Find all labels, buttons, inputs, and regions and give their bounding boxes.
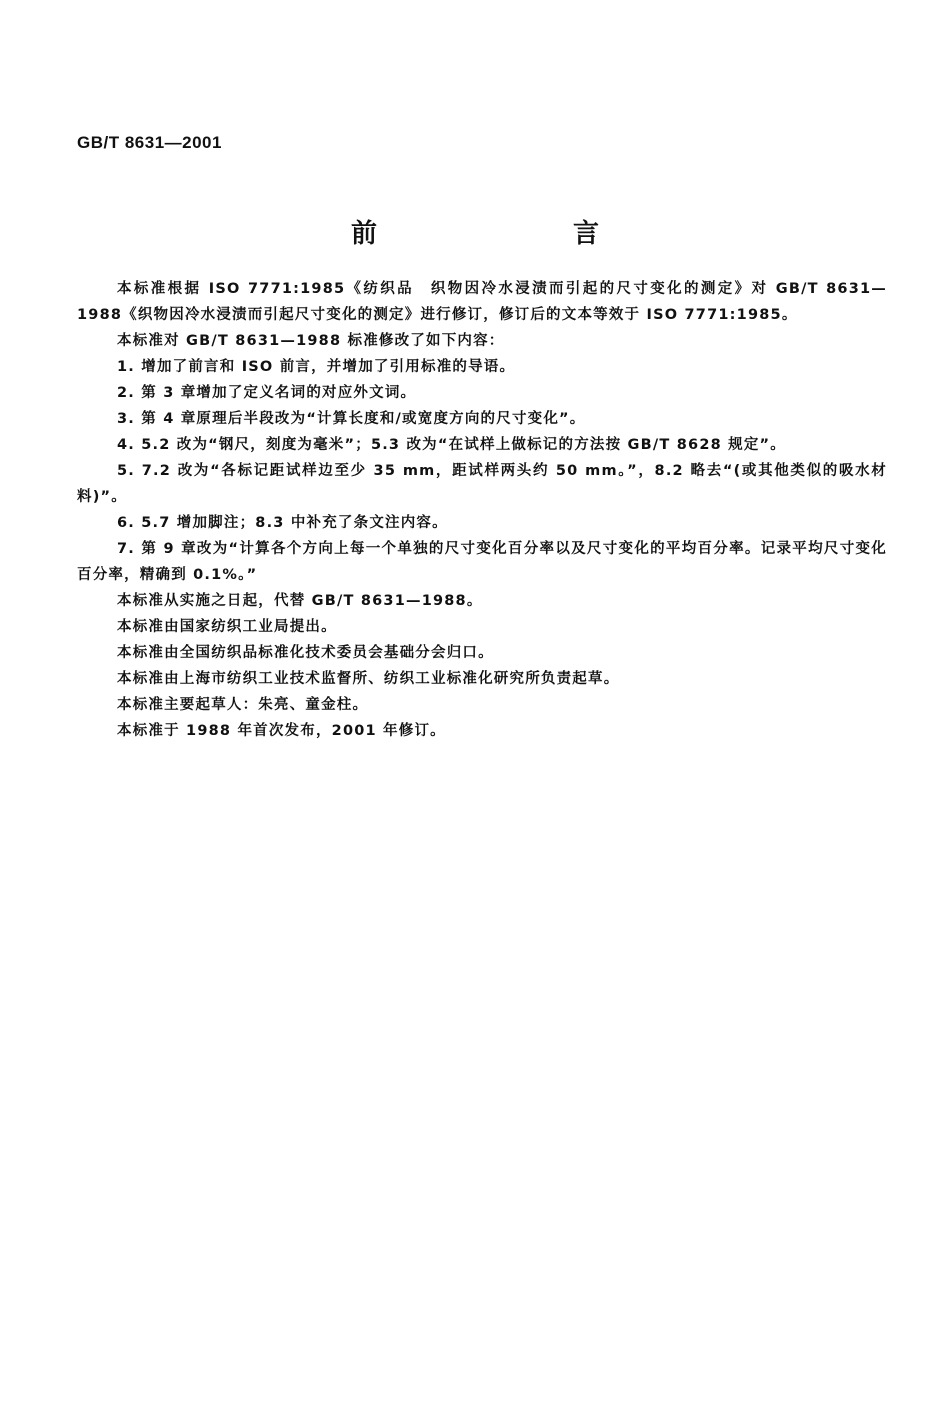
- standard-code: GB/T 8631—2001: [77, 133, 222, 152]
- paragraph-history: 本标准于 1988 年首次发布，2001 年修订。: [117, 723, 446, 739]
- page-title: 前 言: [350, 219, 684, 249]
- change-item-6: 6. 5.7 增加脚注；8.3 中补充了条文注内容。: [117, 515, 448, 531]
- foreword-body: [77, 276, 887, 744]
- change-item-7: 7. 第 9 章改为“计算各个方向上每一个单独的尺寸变化百分率以及尺寸变化的平均百分率。记录平均尺寸变化百分率，精确到 0.1%。”: [77, 541, 887, 583]
- change-item-4: 4. 5.2 改为“钢尺，刻度为毫米”；5.3 改为“在试样上做标记的方法按 GB/T 8628 规定”。: [117, 437, 786, 453]
- paragraph-replaces: 本标准从实施之日起，代替 GB/T 8631—1988。: [117, 593, 483, 609]
- change-item-5: 5. 7.2 改为“各标记距试样边至少 35 mm，距试样两头约 50 mm。”，8.2 略去“(或其他类似的吸水材料)”。: [77, 463, 887, 505]
- paragraph-changes-heading: 本标准对 GB/T 8631—1988 标准修改了如下内容：: [117, 333, 505, 349]
- change-item-1: 1. 增加了前言和 ISO 前言，并增加了引用标准的导语。: [117, 359, 516, 375]
- change-item-2: 2. 第 3 章增加了定义名词的对应外文词。: [117, 385, 417, 401]
- paragraph-drafters: 本标准主要起草人：朱亮、童金柱。: [117, 697, 369, 713]
- paragraph-intro: 本标准根据 ISO 7771:1985《纺织品 织物因冷水浸渍而引起的尺寸变化的测定》对 GB/T 8631—1988《织物因冷水浸渍而引起尺寸变化的测定》进行修订，修订后的文本等效于 ISO 7771:1985。: [77, 281, 887, 323]
- change-item-3: 3. 第 4 章原理后半段改为“计算长度和/或宽度方向的尺寸变化”。: [117, 411, 586, 427]
- paragraph-drafted-by: 本标准由上海市纺织工业技术监督所、纺织工业标准化研究所负责起草。: [117, 671, 620, 687]
- paragraph-managed-by: 本标准由全国纺织品标准化技术委员会基础分会归口。: [117, 645, 494, 661]
- paragraph-proposed-by: 本标准由国家纺织工业局提出。: [117, 619, 337, 635]
